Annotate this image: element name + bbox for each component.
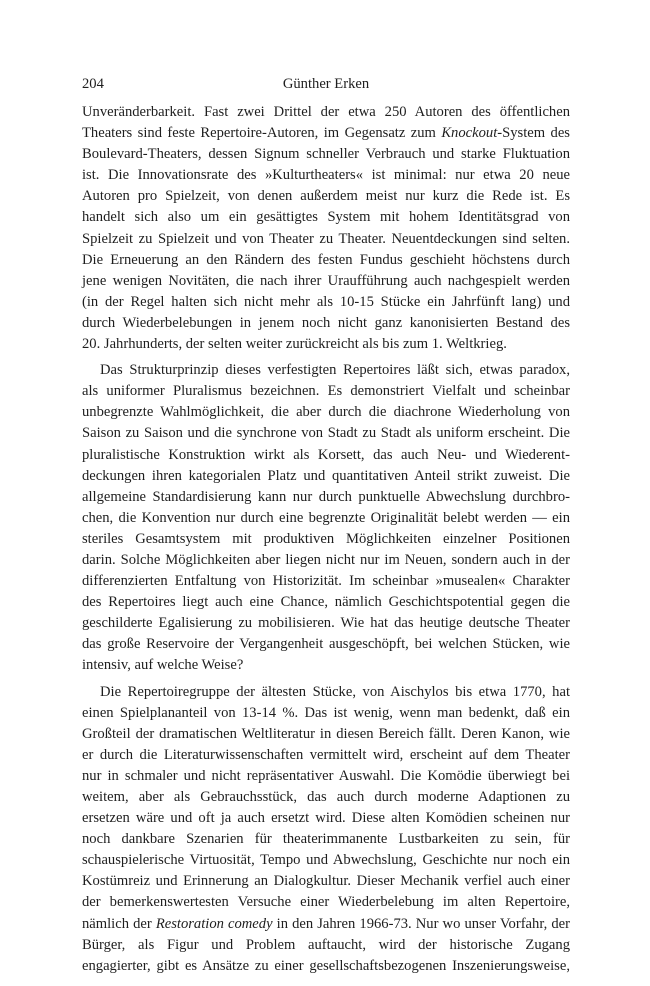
text-line: einen Spielplananteil von 13-14 %. Das ist wenig, wenn man bedenkt, daß ein	[82, 704, 570, 721]
text-line: des Repertoires liegt auch eine Chance, nämlich Geschichtspotential gegen die	[82, 594, 570, 611]
text-line: pluralistische Konstruktion wirkt als Korsett, das auch Neu- und Wiederent-	[82, 446, 570, 463]
text-line: (in der Regel halten sich nicht mehr als 10-15 Stücke ein Jahrfünft lang) und	[82, 293, 570, 310]
text-line: er durch die Literaturwissenschaften vermittelt wird, erscheint auf dem Theater	[82, 746, 570, 763]
text-line: allgemeine Standardisierung kann nur durch punktuelle Abwechslung durchbro-	[82, 488, 570, 505]
text-line: Theaters sind feste Repertoire-Autoren, im Gegensatz zum Knockout-System des	[82, 125, 570, 142]
text-line: 20. Jahrhunderts, der selten weiter zurückreicht als bis zum 1. Weltkrieg.	[82, 336, 507, 353]
page-number: 204	[82, 76, 104, 92]
text-line: der bemerkenswertesten Versuche einer Wiederbelebung im alten Repertoire,	[82, 894, 570, 911]
italic-phrase: Knockout	[441, 125, 498, 142]
italic-phrase: Restoration comedy	[155, 915, 273, 932]
text-line: unbegrenzte Wahlmöglichkeit, die aber durch die diachrone Wiederholung von	[82, 404, 570, 421]
text-line: differenzierten Entfaltung von Historizität. Im scheinbar »musealen« Charakter	[82, 573, 570, 590]
text-line: Bürger, als Figur und Problem auftaucht, wird der historische Zugang	[82, 936, 570, 953]
text-line: darin. Solche Möglichkeiten aber liegen nicht nur im Neuen, sondern auch in der	[82, 551, 570, 568]
text-line: Großteil der dramatischen Weltliteratur in diesen Bereich fällt. Deren Kanon, wie	[82, 725, 570, 742]
text-line: das große Reservoire der Vergangenheit ausgeschöpft, bei welchen Stücken, wie	[82, 636, 570, 653]
text-line: Boulevard-Theaters, dessen Signum schneller Verbrauch und starke Fluktuation	[82, 146, 570, 163]
text-line: durch Wiederbelebungen in jenem noch nicht ganz kanonisierten Bestand des	[82, 314, 570, 331]
text-line: steriles Gesamtsystem mit produktiven Möglichkeiten einzelner Positionen	[82, 530, 570, 547]
text-line: weitem, aber als Gebrauchsstück, das auch durch moderne Adaptionen zu	[82, 789, 570, 805]
running-head: Günther Erken	[282, 76, 370, 92]
paragraph	[82, 682, 570, 977]
text-line: noch dankbare Szenarien für theaterimmanente Lustbarkeiten zu sein, für	[82, 831, 570, 848]
text-line: geschilderte Egalisierung zu mobilisieren. Wie hat das heutige deutsche Theater	[82, 615, 570, 632]
text-line: nur in schmaler und nicht repräsentativer Auswahl. Die Komödie überwiegt bei	[82, 767, 570, 784]
text-line: ersetzen wäre und oft ja auch ersetzt wird. Diese alten Komödien scheinen nur	[82, 810, 570, 827]
paragraph	[82, 360, 570, 676]
text-line: schauspielerische Virtuosität, Tempo und Abwechslung, Geschichte nur noch ein	[82, 852, 570, 869]
text-line: Kostümreiz und Erinnerung an Dialogkultur. Dieser Mechanik verfiel auch einer	[82, 873, 570, 890]
text-line: deckungen ihren kategorialen Platz und quantitativen Anteil strikt zuweist. Die	[82, 467, 570, 484]
text-line: intensiv, auf welche Weise?	[82, 657, 244, 674]
text-line: Die Erneuerung an den Rändern des festen Fundus geschieht höchstens durch	[82, 251, 570, 268]
text-line: Saison zu Saison und die synchrone von Stadt zu Stadt als uniform erscheint. Die	[82, 425, 570, 442]
text-line: handelt sich also um ein gesättigtes System mit hohem Identitätsgrad von	[82, 209, 570, 226]
text-line: als uniformer Pluralismus bezeichnen. Es demonstriert Vielfalt und scheinbar	[82, 383, 570, 400]
page-header	[82, 74, 570, 94]
text-line: Unveränderbarkeit. Fast zwei Drittel der etwa 250 Autoren des öffentlichen	[82, 104, 570, 120]
text-line: jene wenigen Novitäten, die nach ihrer Uraufführung auch nachgespielt werden	[82, 272, 570, 289]
text-line: Autoren pro Spielzeit, von denen außerdem meist nur kurz die Rede ist. Es	[82, 188, 570, 205]
text-line: ist. Die Innovationsrate des »Kulturtheaters« ist minimal: nur etwa 20 neue	[82, 167, 570, 184]
text-line: Das Strukturprinzip dieses verfestigten Repertoires läßt sich, etwas paradox,	[100, 362, 570, 379]
text-line: engagierter, gibt es Ansätze zu einer gesellschaftsbezogenen Inszenierungsweise,	[82, 957, 570, 974]
text-line: nämlich der Restoration comedy in den Jahren 1966-73. Nur wo unser Vorfahr, der	[82, 915, 570, 932]
text-line: chen, die Konvention nur durch eine begrenzte Originalität belebt werden — ein	[82, 509, 570, 526]
text-line: Die Repertoiregruppe der ältesten Stücke, von Aischylos bis etwa 1770, hat	[100, 683, 570, 700]
text-line: Spielzeit zu Spielzeit und von Theater zu Theater. Neuentdeckungen sind selten.	[82, 230, 570, 247]
paragraph	[82, 102, 570, 355]
body-text	[82, 102, 570, 977]
